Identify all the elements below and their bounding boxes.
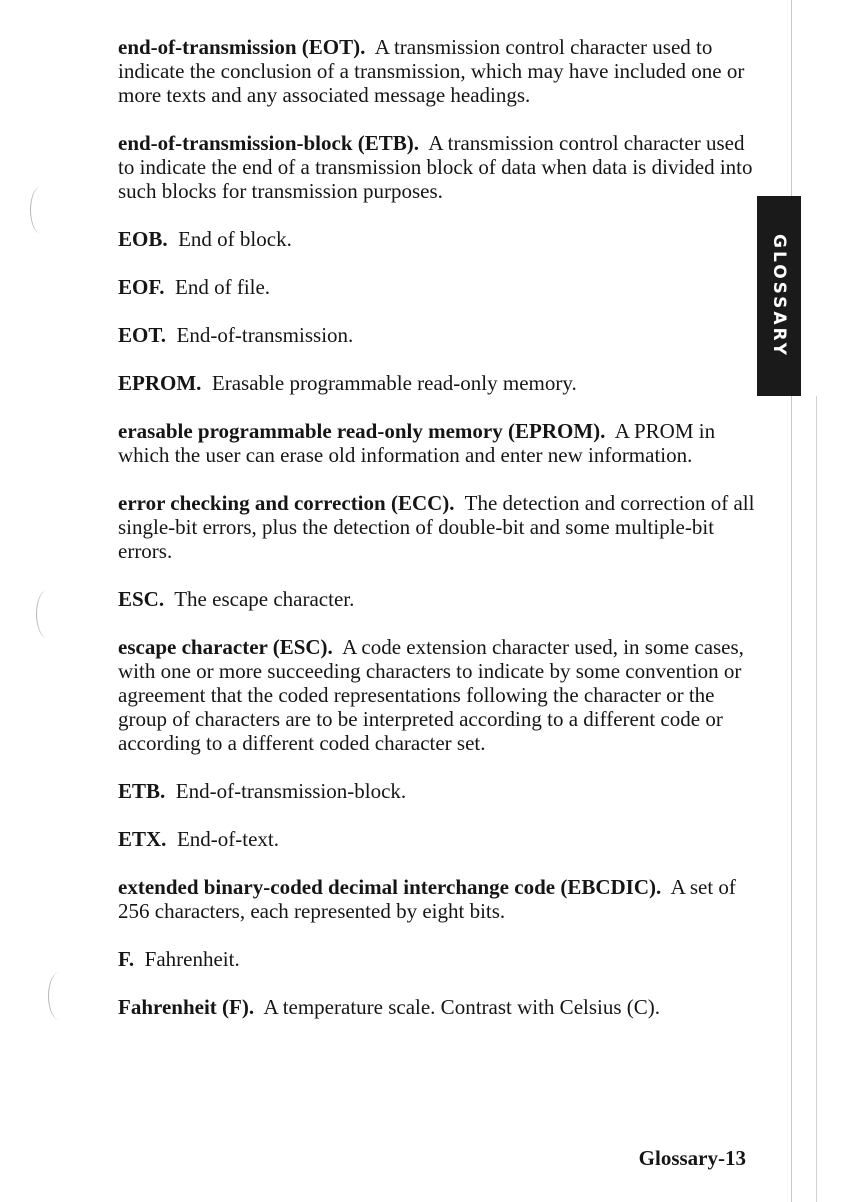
glossary-definition: End of block. xyxy=(178,227,292,251)
glossary-definition: Fahrenheit. xyxy=(144,947,240,971)
glossary-entry xyxy=(118,131,758,203)
glossary-entry xyxy=(118,875,758,923)
glossary-entry xyxy=(118,491,758,563)
glossary-definition: Erasable programmable read-only memory. xyxy=(211,371,577,395)
glossary-entry xyxy=(118,323,758,347)
glossary-term: extended binary-coded decimal interchange code (EBCDIC). xyxy=(118,875,662,899)
glossary-entry xyxy=(118,35,758,107)
binder-hole-mark xyxy=(48,972,71,1020)
glossary-entry xyxy=(118,275,758,299)
glossary-definition: The detection and correction of all single-bit errors, plus the detection of double-bit and some multiple-bit errors. xyxy=(118,491,755,563)
page-edge-line xyxy=(791,0,792,1202)
glossary-definition: The escape character. xyxy=(174,587,355,611)
glossary-term: F. xyxy=(118,947,135,971)
binder-hole-mark xyxy=(30,186,53,234)
glossary-entries xyxy=(118,35,758,1043)
glossary-definition: End of file. xyxy=(175,275,271,299)
glossary-entry xyxy=(118,827,758,851)
section-tab xyxy=(757,196,801,396)
glossary-entry xyxy=(118,419,758,467)
glossary-definition: End-of-transmission-block. xyxy=(175,779,407,803)
glossary-entry xyxy=(118,635,758,755)
glossary-term: ETB. xyxy=(118,779,166,803)
glossary-term: EOF. xyxy=(118,275,165,299)
glossary-term: ETX. xyxy=(118,827,167,851)
glossary-entry xyxy=(118,227,758,251)
glossary-entry xyxy=(118,371,758,395)
section-tab-label: GLOSSARY xyxy=(769,234,789,358)
glossary-term: EOT. xyxy=(118,323,167,347)
page-number: Glossary-13 xyxy=(638,1146,746,1170)
binder-hole-mark xyxy=(36,590,59,638)
glossary-definition: End-of-text. xyxy=(176,827,279,851)
glossary-definition: A code extension character used, in some cases, with one or more succeeding characters to indicate by some convention or agreement that the coded representations following the character or the group of characters are to be interpreted according to a different code or according to a different coded character set. xyxy=(118,635,744,755)
glossary-definition: A transmission control character used to indicate the end of a transmission block of data when data is divided into such blocks for transmission purposes. xyxy=(118,131,753,203)
glossary-term: end-of-transmission-block (ETB). xyxy=(118,131,420,155)
glossary-term: error checking and correction (ECC). xyxy=(118,491,455,515)
glossary-term: Fahrenheit (F). xyxy=(118,995,255,1019)
glossary-term: erasable programmable read-only memory (EPROM). xyxy=(118,419,606,443)
page-edge-line-secondary xyxy=(816,396,817,1202)
glossary-entry xyxy=(118,995,758,1019)
glossary-term: end-of-transmission (EOT). xyxy=(118,35,366,59)
glossary-entry xyxy=(118,587,758,611)
glossary-entry xyxy=(118,947,758,971)
glossary-definition: A temperature scale. Contrast with Celsius (C). xyxy=(263,995,661,1019)
glossary-term: escape character (ESC). xyxy=(118,635,333,659)
glossary-term: EPROM. xyxy=(118,371,202,395)
glossary-term: ESC. xyxy=(118,587,165,611)
glossary-definition: A set of 256 characters, each represented by eight bits. xyxy=(118,875,736,923)
glossary-definition: End-of-transmission. xyxy=(176,323,354,347)
glossary-entry xyxy=(118,779,758,803)
glossary-definition: A PROM in which the user can erase old information and enter new information. xyxy=(118,419,716,467)
glossary-term: EOB. xyxy=(118,227,168,251)
glossary-definition: A transmission control character used to indicate the conclusion of a transmission, which may have included one or more texts and any associated message headings. xyxy=(118,35,745,107)
